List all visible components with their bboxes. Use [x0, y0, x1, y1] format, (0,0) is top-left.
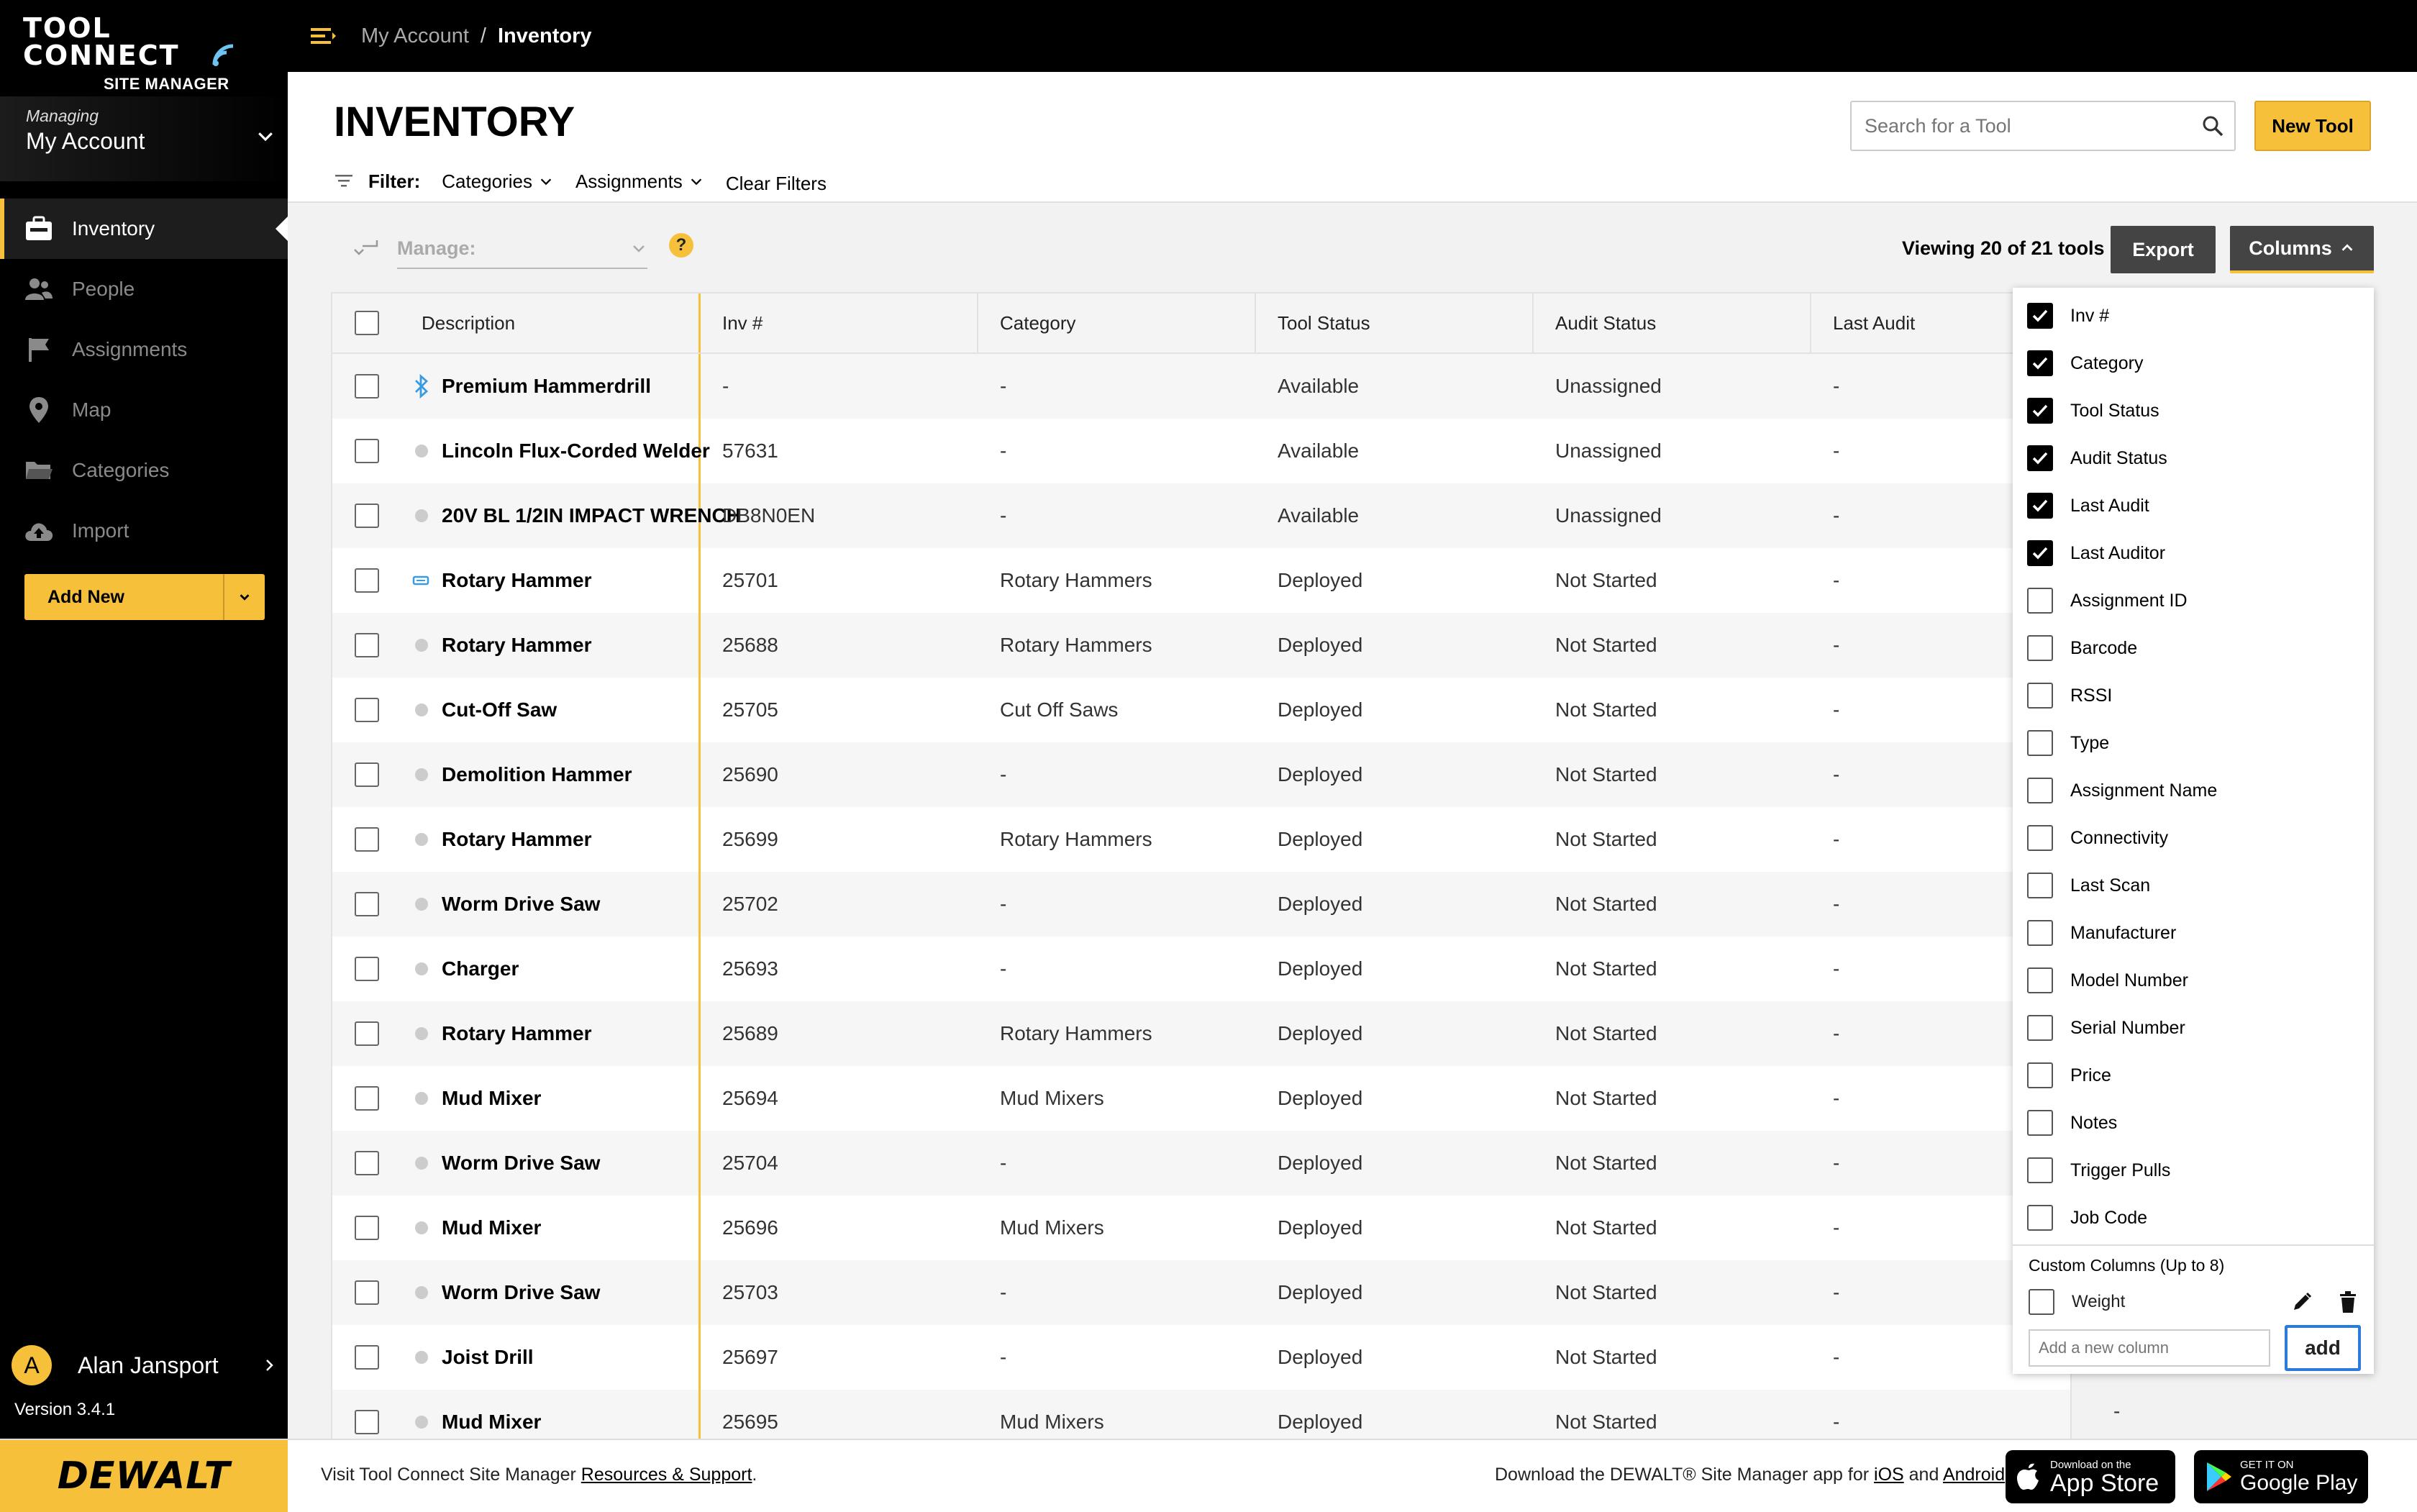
tool-status: Deployed [1278, 1022, 1363, 1044]
column-option[interactable]: Price [2013, 1052, 2374, 1099]
tool-inv-number: 25696 [722, 1216, 778, 1239]
table-header [332, 293, 2070, 354]
assignments-filter-dropdown[interactable]: Assignments [575, 170, 704, 193]
tool-description[interactable]: Charger [442, 957, 519, 980]
footer-download: Download the DEWALT® Site Manager app for iOS and Android [1495, 1465, 2006, 1485]
resources-support-link[interactable]: Resources & Support [581, 1465, 752, 1485]
status-dot-icon [415, 1092, 428, 1105]
audit-status: Not Started [1555, 1411, 1657, 1433]
tool-category: Rotary Hammers [1000, 634, 1152, 656]
last-audit: - [1833, 698, 1840, 721]
android-link[interactable]: Android [1942, 1465, 2006, 1485]
column-header-last-audit[interactable]: Last Audit [1833, 311, 1916, 334]
column-option[interactable]: Inv # [2013, 292, 2374, 340]
status-dot-icon [415, 1157, 428, 1170]
tool-category: Cut Off Saws [1000, 698, 1119, 721]
column-option[interactable]: Job Code [2013, 1194, 2374, 1242]
breadcrumb: My Account / Inventory [361, 24, 592, 47]
select-all-checkbox[interactable] [355, 311, 379, 335]
audit-status: Not Started [1555, 1346, 1657, 1368]
row-checkbox[interactable] [355, 504, 379, 528]
chevron-down-icon [630, 240, 647, 257]
arrow-down-left-icon [357, 236, 383, 262]
audit-status: Not Started [1555, 763, 1657, 785]
tool-category: - [1000, 1346, 1007, 1368]
sidebar-item-assignments[interactable]: Assignments [0, 319, 288, 380]
column-header-audit-status[interactable]: Audit Status [1534, 293, 1811, 352]
last-audit: - [1833, 569, 1840, 591]
last-audit: - [1833, 375, 1840, 397]
tool-description[interactable]: Worm Drive Saw [442, 893, 601, 915]
apple-icon [2016, 1461, 2043, 1493]
table-row[interactable] [332, 937, 2070, 1001]
status-dot-icon [415, 768, 428, 781]
tool-status: Deployed [1278, 1152, 1363, 1174]
tool-category: Mud Mixers [1000, 1411, 1104, 1433]
row-checkbox[interactable] [355, 633, 379, 657]
tool-status: Available [1278, 504, 1360, 527]
table-row[interactable] [332, 1260, 2070, 1325]
inventory-table [331, 292, 2072, 1439]
column-header-tool-status[interactable]: Tool Status [1256, 293, 1534, 352]
filter-icon [334, 173, 354, 190]
tool-description[interactable]: Rotary Hammer [442, 569, 592, 591]
sidebar-nav [0, 199, 288, 561]
column-option[interactable]: Serial Number [2013, 1004, 2374, 1052]
checkmark-icon [2031, 449, 2049, 468]
chevron-down-icon [538, 173, 554, 189]
chevron-down-icon [255, 125, 276, 147]
table-row[interactable] [332, 354, 2070, 419]
tool-inv-number: 57631 [722, 440, 778, 462]
column-option[interactable]: Model Number [2013, 957, 2374, 1004]
bulk-manage [357, 229, 693, 269]
categories-filter-dropdown[interactable]: Categories [442, 170, 554, 193]
status-dot-icon [415, 833, 428, 846]
tool-status: Available [1278, 375, 1360, 397]
table-row[interactable] [332, 1066, 2070, 1131]
audit-status: Unassigned [1555, 375, 1662, 397]
column-checkbox[interactable] [2027, 1157, 2053, 1183]
bluetooth-icon [414, 374, 429, 399]
user-name: Alan Jansport [78, 1352, 219, 1378]
add-column-button[interactable]: add [2285, 1325, 2361, 1371]
column-option[interactable]: RSSI [2013, 672, 2374, 719]
row-checkbox[interactable] [355, 892, 379, 916]
column-checkbox[interactable] [2027, 1110, 2053, 1136]
new-tool-button[interactable]: New Tool [2254, 101, 2371, 151]
column-option[interactable]: Type [2013, 719, 2374, 767]
column-options-list [2013, 288, 2374, 1242]
wifi-logo-icon [211, 42, 237, 68]
ios-link[interactable]: iOS [1874, 1465, 1904, 1485]
last-audit: - [1833, 504, 1840, 527]
tool-category: - [1000, 375, 1007, 397]
column-checkbox[interactable] [2027, 350, 2053, 376]
columns-button[interactable]: Columns [2230, 226, 2374, 273]
column-checkbox[interactable] [2027, 635, 2053, 661]
tool-inv-number: 25694 [722, 1087, 778, 1109]
column-checkbox[interactable] [2027, 825, 2053, 851]
tool-description[interactable]: Rotary Hammer [442, 634, 592, 656]
tool-status: Deployed [1278, 1411, 1363, 1433]
last-audit: - [1833, 828, 1840, 850]
tag-icon [412, 574, 431, 587]
row-checkbox[interactable] [355, 374, 379, 399]
status-dot-icon [415, 639, 428, 652]
trash-icon[interactable] [2338, 1290, 2358, 1313]
filter-label: Filter: [368, 170, 421, 192]
sidebar-item-inventory[interactable]: Inventory [0, 199, 288, 259]
custom-columns-heading: Custom Columns (Up to 8) [2029, 1256, 2225, 1275]
row-checkbox[interactable] [355, 957, 379, 981]
tool-description[interactable]: Mud Mixer [442, 1216, 542, 1239]
tool-description[interactable]: Joist Drill [442, 1346, 534, 1368]
search-box [1850, 101, 2236, 151]
custom-column-weight[interactable]: Weight [2029, 1289, 2125, 1315]
status-dot-icon [415, 445, 428, 457]
tool-category: Mud Mixers [1000, 1216, 1104, 1239]
app-store-badge[interactable]: Download on the App Store [2006, 1450, 2175, 1503]
row-checkbox[interactable] [355, 1410, 379, 1434]
custom-columns [2013, 1244, 2374, 1374]
column-option[interactable]: Category [2013, 340, 2374, 387]
tool-category: Rotary Hammers [1000, 569, 1152, 591]
table-row[interactable] [332, 678, 2070, 742]
audit-status: Not Started [1555, 828, 1657, 850]
column-checkbox[interactable] [2027, 873, 2053, 898]
cloud-upload-icon [23, 516, 55, 545]
chevron-down-icon [688, 173, 704, 189]
tool-description[interactable]: 20V BL 1/2IN IMPACT WRENCH [442, 504, 741, 527]
column-header-description[interactable]: Description [401, 293, 701, 352]
add-new-button[interactable]: Add New [24, 574, 265, 620]
column-checkbox[interactable] [2027, 730, 2053, 756]
column-checkbox[interactable] [2027, 1015, 2053, 1041]
tool-status: Deployed [1278, 828, 1363, 850]
tool-inv-number: 25704 [722, 1152, 778, 1174]
new-column-input[interactable] [2029, 1329, 2270, 1367]
row-checkbox[interactable] [355, 1021, 379, 1046]
avatar: A [12, 1345, 52, 1385]
breadcrumb-my-account[interactable]: My Account [361, 24, 469, 47]
tool-description[interactable]: Demolition Hammer [442, 763, 632, 785]
tool-inv-number: 25693 [722, 957, 778, 980]
tool-status: Deployed [1278, 569, 1363, 591]
column-checkbox[interactable] [2027, 967, 2053, 993]
column-checkbox[interactable] [2027, 920, 2053, 946]
audit-status: Not Started [1555, 634, 1657, 656]
row-checkbox[interactable] [355, 698, 379, 722]
tool-inv-number: 25695 [722, 1411, 778, 1433]
people-icon [23, 275, 55, 304]
audit-status: Not Started [1555, 1216, 1657, 1239]
row-checkbox[interactable] [355, 1280, 379, 1305]
status-dot-icon [415, 1221, 428, 1234]
breadcrumb-current: Inventory [497, 24, 592, 47]
table-row[interactable] [332, 419, 2070, 483]
tool-status: Deployed [1278, 698, 1363, 721]
tool-inv-number: 25699 [722, 828, 778, 850]
column-checkbox[interactable] [2027, 303, 2053, 329]
clear-filters-button[interactable]: Clear Filters [725, 172, 827, 194]
add-new-dropdown-toggle[interactable] [223, 574, 265, 620]
tool-inv-number: 25702 [722, 893, 778, 915]
tool-description[interactable]: Rotary Hammer [442, 1022, 592, 1044]
table-body [332, 354, 2070, 1454]
edit-icon[interactable] [2290, 1290, 2313, 1313]
checkmark-icon [2031, 496, 2049, 515]
audit-status: Unassigned [1555, 440, 1662, 462]
tool-status: Deployed [1278, 763, 1363, 785]
table-row[interactable] [332, 872, 2070, 937]
tool-category: - [1000, 1281, 1007, 1303]
last-audit: - [1833, 1022, 1840, 1044]
table-row[interactable] [332, 1131, 2070, 1196]
tool-category: - [1000, 440, 1007, 462]
audit-status: Not Started [1555, 1087, 1657, 1109]
checkmark-icon [2031, 354, 2049, 373]
row-checkbox[interactable] [355, 1345, 379, 1370]
column-checkbox[interactable] [2027, 1062, 2053, 1088]
help-icon[interactable]: ? [669, 233, 693, 258]
dewalt-logo: DEWALT [0, 1440, 288, 1512]
tool-status: Deployed [1278, 1281, 1363, 1303]
row-checkbox[interactable] [355, 827, 379, 852]
tool-category: Rotary Hammers [1000, 1022, 1152, 1044]
audit-status: Not Started [1555, 698, 1657, 721]
sidebar [0, 0, 288, 1439]
viewing-count: Viewing 20 of 21 tools [1902, 237, 2105, 259]
column-option[interactable]: Last Auditor [2013, 529, 2374, 577]
tool-status: Available [1278, 440, 1360, 462]
audit-status: Unassigned [1555, 504, 1662, 527]
audit-status: Not Started [1555, 957, 1657, 980]
search-icon[interactable] [2191, 114, 2234, 137]
last-audit: - [1833, 893, 1840, 915]
row-checkbox[interactable] [355, 1216, 379, 1240]
column-checkbox[interactable] [2027, 540, 2053, 566]
column-option[interactable]: Last Scan [2013, 862, 2374, 909]
column-option[interactable]: Audit Status [2013, 434, 2374, 482]
last-audit: - [1833, 1281, 1840, 1303]
table-row[interactable] [332, 1001, 2070, 1066]
checkmark-icon [2031, 306, 2049, 325]
table-row[interactable] [332, 1325, 2070, 1390]
column-header-category[interactable]: Category [978, 293, 1256, 352]
tool-inv-number: 25697 [722, 1346, 778, 1368]
map-pin-icon [23, 396, 55, 424]
table-row[interactable] [332, 1196, 2070, 1260]
column-checkbox[interactable] [2027, 493, 2053, 519]
last-audit: - [1833, 1346, 1840, 1368]
table-row[interactable] [332, 548, 2070, 613]
status-dot-icon [415, 1351, 428, 1364]
tool-description[interactable]: Cut-Off Saw [442, 698, 557, 721]
table-row[interactable] [332, 807, 2070, 872]
last-audit: - [1833, 957, 1840, 980]
tool-category: - [1000, 504, 1007, 527]
status-dot-icon [415, 1027, 428, 1040]
tool-category: Mud Mixers [1000, 1087, 1104, 1109]
table-row[interactable] [332, 742, 2070, 807]
tool-category: - [1000, 1152, 1007, 1174]
tool-status: Deployed [1278, 1087, 1363, 1109]
app-version: Version 3.4.1 [14, 1400, 116, 1419]
tool-inv-number: DB8N0EN [722, 504, 816, 527]
status-dot-icon [415, 1416, 428, 1429]
tool-inv-number: 25703 [722, 1281, 778, 1303]
custom-column-checkbox[interactable] [2029, 1289, 2054, 1315]
flag-icon [23, 335, 55, 364]
tool-inv-number: 25701 [722, 569, 778, 591]
tool-inv-number: 25688 [722, 634, 778, 656]
sidebar-item-categories[interactable]: Categories [0, 440, 288, 501]
column-checkbox[interactable] [2027, 398, 2053, 424]
last-audit: - [1833, 634, 1840, 656]
tool-inv-number: 25705 [722, 698, 778, 721]
sidebar-item-map[interactable]: Map [0, 380, 288, 440]
column-option[interactable]: Tool Status [2013, 387, 2374, 434]
row-checkbox[interactable] [355, 1086, 379, 1111]
manage-select[interactable]: Manage: [397, 229, 647, 269]
tool-inv-number: 25690 [722, 763, 778, 785]
checkmark-icon [2031, 401, 2049, 420]
column-option[interactable]: Notes [2013, 1099, 2374, 1147]
audit-status: Not Started [1555, 1152, 1657, 1174]
chevron-up-icon [2339, 240, 2355, 256]
export-button[interactable]: Export [2111, 226, 2216, 273]
tool-inv-number: - [722, 375, 729, 397]
tool-status: Deployed [1278, 634, 1363, 656]
column-option[interactable]: Assignment ID [2013, 577, 2374, 624]
table-row[interactable] [332, 613, 2070, 678]
chevron-right-icon [260, 1357, 278, 1374]
last-audit: - [1833, 763, 1840, 785]
tool-status: Deployed [1278, 1346, 1363, 1368]
tool-status: Deployed [1278, 1216, 1363, 1239]
audit-status: Not Started [1555, 893, 1657, 915]
column-checkbox[interactable] [2027, 778, 2053, 803]
filter-bar [334, 163, 848, 200]
column-option[interactable]: Trigger Pulls [2013, 1147, 2374, 1194]
column-option[interactable]: Assignment Name [2013, 767, 2374, 814]
google-play-icon [2204, 1461, 2233, 1493]
column-option[interactable]: Connectivity [2013, 814, 2374, 862]
columns-dropdown [2013, 288, 2374, 1374]
sidebar-item-import[interactable]: Import [0, 501, 288, 561]
tool-description[interactable]: Lincoln Flux-Corded Welder [442, 440, 710, 462]
account-switcher[interactable]: Managing My Account [0, 96, 288, 181]
google-play-badge[interactable]: GET IT ON Google Play [2194, 1450, 2368, 1503]
tool-inv-number: 25689 [722, 1022, 778, 1044]
tool-status: Deployed [1278, 893, 1363, 915]
last-audit: - [1833, 1216, 1840, 1239]
status-dot-icon [415, 703, 428, 716]
folder-icon [23, 456, 55, 485]
status-dot-icon [415, 1286, 428, 1299]
search-input[interactable] [1852, 115, 2191, 137]
status-dot-icon [415, 509, 428, 522]
footer [0, 1439, 2417, 1511]
tool-description[interactable]: Worm Drive Saw [442, 1152, 601, 1174]
last-audit: - [1833, 1087, 1840, 1109]
column-option[interactable]: Last Audit [2013, 482, 2374, 529]
column-header-inv[interactable]: Inv # [701, 293, 978, 352]
tool-description[interactable]: Mud Mixer [442, 1411, 542, 1433]
account-name: My Account [26, 128, 145, 154]
page-title: INVENTORY [334, 99, 575, 145]
audit-status: Not Started [1555, 1022, 1657, 1044]
tool-connect-logo[interactable]: TOOL CONNECT SITE MANAGER [23, 14, 253, 86]
table-cell: - [2113, 1400, 2121, 1422]
last-audit: - [1833, 1152, 1840, 1174]
row-checkbox[interactable] [355, 1151, 379, 1175]
table-row[interactable] [332, 483, 2070, 548]
column-option[interactable]: Manufacturer [2013, 909, 2374, 957]
sidebar-item-people[interactable]: People [0, 259, 288, 319]
tool-description[interactable]: Worm Drive Saw [442, 1281, 601, 1303]
checkmark-icon [2031, 544, 2049, 563]
tool-status: Deployed [1278, 957, 1363, 980]
row-checkbox[interactable] [355, 568, 379, 593]
last-audit: - [1833, 1411, 1840, 1433]
audit-status: Not Started [1555, 569, 1657, 591]
collapse-menu-icon[interactable] [309, 22, 338, 50]
tool-description[interactable]: Rotary Hammer [442, 828, 592, 850]
status-dot-icon [415, 962, 428, 975]
column-checkbox[interactable] [2027, 445, 2053, 471]
column-option[interactable]: Barcode [2013, 624, 2374, 672]
column-checkbox[interactable] [2027, 588, 2053, 614]
top-bar [288, 0, 2417, 72]
tool-description[interactable]: Mud Mixer [442, 1087, 542, 1109]
status-dot-icon [415, 898, 428, 911]
last-audit: - [1833, 440, 1840, 462]
tool-category: - [1000, 893, 1007, 915]
row-checkbox[interactable] [355, 762, 379, 787]
tool-category: Rotary Hammers [1000, 828, 1152, 850]
row-checkbox[interactable] [355, 439, 379, 463]
column-checkbox[interactable] [2027, 683, 2053, 709]
footer-resources: Visit Tool Connect Site Manager Resources & Support. [321, 1465, 757, 1485]
inventory-icon [23, 214, 55, 243]
column-checkbox[interactable] [2027, 1205, 2053, 1231]
tool-description[interactable]: Premium Hammerdrill [442, 375, 651, 397]
chevron-down-icon [237, 589, 252, 605]
user-menu[interactable] [12, 1345, 278, 1385]
tool-category: - [1000, 957, 1007, 980]
tool-category: - [1000, 763, 1007, 785]
audit-status: Not Started [1555, 1281, 1657, 1303]
